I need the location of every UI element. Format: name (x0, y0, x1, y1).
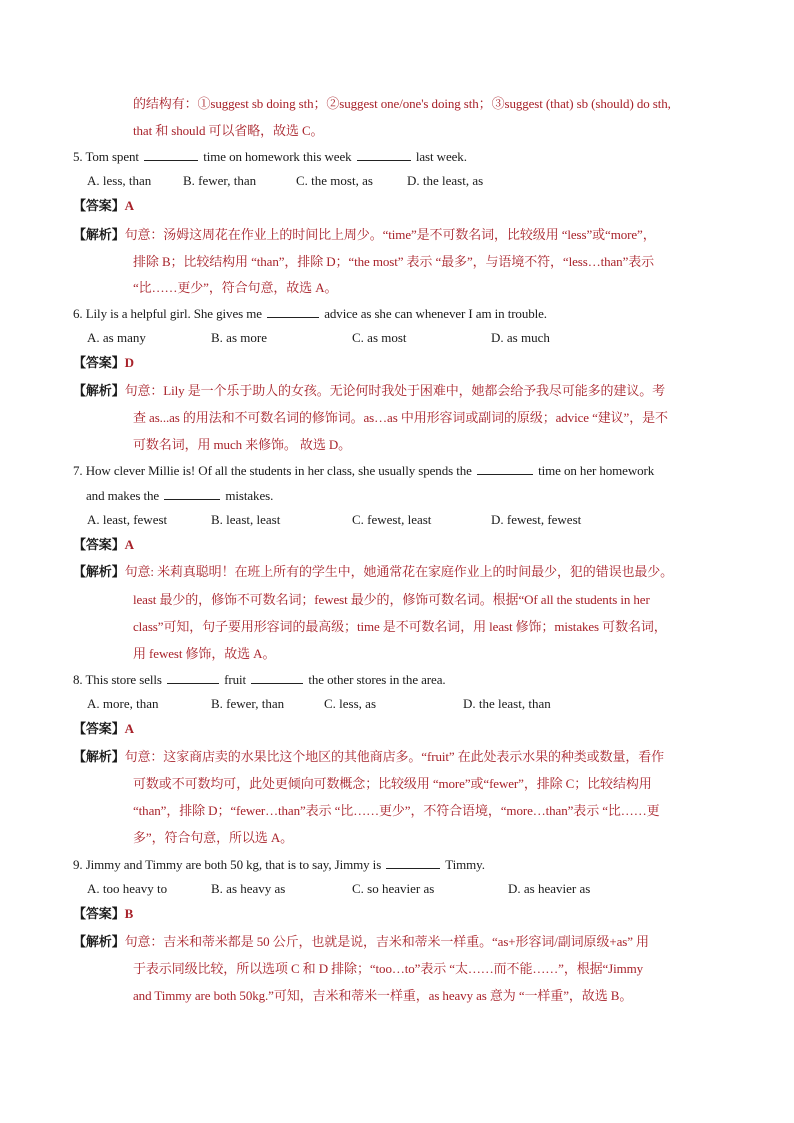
q6-option-c: C. as most (352, 330, 407, 345)
q8-stem-part: fruit (224, 672, 247, 687)
q7-blank-1 (477, 463, 533, 475)
q9-option-d: D. as heavier as (508, 881, 591, 896)
answer-label: 【答案】 (73, 721, 125, 736)
q7-option-d: D. fewest, fewest (491, 512, 582, 527)
q6-analysis-line-1 (73, 382, 665, 400)
q7-option-b: B. least, least (211, 512, 281, 527)
q5-stem-part: 5. Tom spent (73, 149, 139, 164)
q5-analysis-text: 句意：汤姆这周花在作业上的时间比上周少。“time”是不可数名词，比较级用 “less”或“more”， (124, 227, 656, 242)
analysis-label: 【解析】 (73, 749, 125, 764)
q8-stem-part: 8. This store sells (73, 672, 162, 687)
answer-label: 【答案】 (73, 198, 125, 213)
intro-line-2: that 和 should 可以省略，故选 C。 (133, 123, 324, 138)
q9-analysis-text: 句意：吉米和蒂米都是 50 公斤，也就是说，吉米和蒂米一样重。“as+形容词/副词原级+as” 用 (124, 934, 649, 949)
answer-label: 【答案】 (73, 537, 125, 552)
q9-option-b: B. as heavy as (211, 881, 286, 896)
q6-analysis-line-2: 查 as...as 的用法和不可数名词的修饰词。as…as 中用形容词或副词的原级；advice “建议”，是不 (133, 410, 668, 425)
q5-option-d: D. the least, as (407, 173, 484, 188)
q7-blank-2 (164, 488, 220, 500)
q8-analysis-line-4: 多”，符合句意，所以选 A。 (133, 830, 294, 845)
q7-option-a: A. least, fewest (87, 512, 168, 527)
q7-stem-part: time on her homework (538, 463, 655, 478)
q9-stem-part: Timmy. (445, 857, 485, 872)
q8-blank-1 (167, 672, 219, 684)
q7-stem-part: and makes the (86, 488, 160, 503)
q9-analysis-line-1 (73, 933, 649, 951)
q7-answer-value: A (124, 537, 134, 552)
q8-blank-2 (251, 672, 303, 684)
q5-stem-part: last week. (415, 149, 467, 164)
q6-stem-part: advice as she can whenever I am in trouble. (324, 306, 547, 321)
answer-label: 【答案】 (73, 906, 125, 921)
q8-answer (73, 720, 134, 738)
q5-answer-value: A (124, 198, 134, 213)
q6-answer-value: D (124, 355, 134, 370)
q6-option-b: B. as more (211, 330, 267, 345)
q7-stem-part: mistakes. (225, 488, 274, 503)
q7-analysis-line-4: 用 fewest 修饰，故选 A。 (133, 646, 276, 661)
q6-blank-1 (267, 306, 319, 318)
q9-analysis-line-3: and Timmy are both 50kg.”可知，吉米和蒂米一样重，as heavy as 意为 “一样重”，故选 B。 (133, 988, 633, 1003)
q7-stem-part: 7. How clever Millie is! Of all the students in her class, she usually spends the (73, 463, 472, 478)
q9-answer (73, 905, 133, 923)
q8-stem-part: the other stores in the area. (308, 672, 446, 687)
analysis-label: 【解析】 (73, 564, 125, 579)
q8-stem (73, 671, 446, 689)
q5-blank-1 (144, 149, 198, 161)
q5-stem-part: time on homework this week (203, 149, 352, 164)
q9-option-c: C. so heavier as (352, 881, 435, 896)
q6-option-d: D. as much (491, 330, 550, 345)
q7-analysis-text: 句意: 米莉真聪明！在班上所有的学生中，她通常花在家庭作业上的时间最少，犯的错误也最少。 (124, 564, 674, 579)
q9-analysis-line-2: 于表示同级比较，所以选项 C 和 D 排除；“too…to”表示 “太……而不能……”，根据“Jimmy (133, 961, 644, 976)
q8-analysis-line-1 (73, 748, 664, 766)
q9-option-a: A. too heavy to (87, 881, 168, 896)
analysis-label: 【解析】 (73, 383, 125, 398)
q6-analysis-line-3: 可数名词，用 much 来修饰。 故选 D。 (133, 437, 352, 452)
q5-option-a: A. less, than (87, 173, 152, 188)
q7-analysis-line-2: least 最少的，修饰不可数名词；fewest 最少的，修饰可数名词。根据“Of all the students in her (133, 592, 650, 607)
q6-analysis-text: 句意：Lily 是一个乐于助人的女孩。无论何时我处于困难中，她都会给予我尽可能多的建议。考 (124, 383, 666, 398)
q8-analysis-text: 句意：这家商店卖的水果比这个地区的其他商店多。“fruit” 在此处表示水果的种类或数量，看作 (124, 749, 665, 764)
q6-stem (73, 305, 547, 323)
q7-analysis-line-3: class”可知，句子要用形容词的最高级；time 是不可数名词，用 least 修饰；mistakes 可数名词， (133, 619, 667, 634)
q5-analysis-line-2: 排除 B；比较结构用 “than”，排除 D；“the most” 表示 “最多”，与语境不符，“less…than”表示 (133, 254, 655, 269)
q6-answer (73, 354, 134, 372)
analysis-label: 【解析】 (73, 227, 125, 242)
analysis-label: 【解析】 (73, 934, 125, 949)
q5-blank-2 (357, 149, 411, 161)
answer-label: 【答案】 (73, 355, 125, 370)
q7-answer (73, 536, 134, 554)
q8-analysis-line-3: “than”，排除 D；“fewer…than”表示 “比……更少”，不符合语境，“more…than”表示 “比……更 (133, 803, 660, 818)
q6-stem-part: 6. Lily is a helpful girl. She gives me (73, 306, 262, 321)
q9-answer-value: B (124, 906, 134, 921)
q8-option-d: D. the least, than (463, 696, 551, 711)
q9-stem-part: 9. Jimmy and Timmy are both 50 kg, that is to say, Jimmy is (73, 857, 382, 872)
q8-option-a: A. more, than (87, 696, 159, 711)
q8-answer-value: A (124, 721, 134, 736)
q5-analysis-line-3: “比……更少”，符合句意，故选 A。 (133, 280, 338, 295)
intro-line-1: 的结构有：①suggest sb doing sth；②suggest one/one's doing sth；③suggest (that) sb (should) do sth, (133, 96, 671, 111)
q5-option-b: B. fewer, than (183, 173, 257, 188)
q8-analysis-line-2: 可数或不可数均可，此处更倾向可数概念；比较级用 “more”或“fewer”，排除 C；比较结构用 (133, 776, 652, 791)
q7-stem-line-1 (73, 462, 654, 480)
q8-option-c: C. less, as (324, 696, 376, 711)
q9-blank-1 (386, 857, 440, 869)
q5-option-c: C. the most, as (296, 173, 373, 188)
q6-option-a: A. as many (87, 330, 146, 345)
q9-stem (73, 856, 485, 874)
q7-option-c: C. fewest, least (352, 512, 432, 527)
q5-answer (73, 197, 134, 215)
q5-analysis-line-1 (73, 226, 656, 244)
q8-option-b: B. fewer, than (211, 696, 285, 711)
q5-stem (73, 148, 467, 166)
q7-stem-line-2 (86, 487, 273, 505)
q7-analysis-line-1 (73, 563, 673, 581)
